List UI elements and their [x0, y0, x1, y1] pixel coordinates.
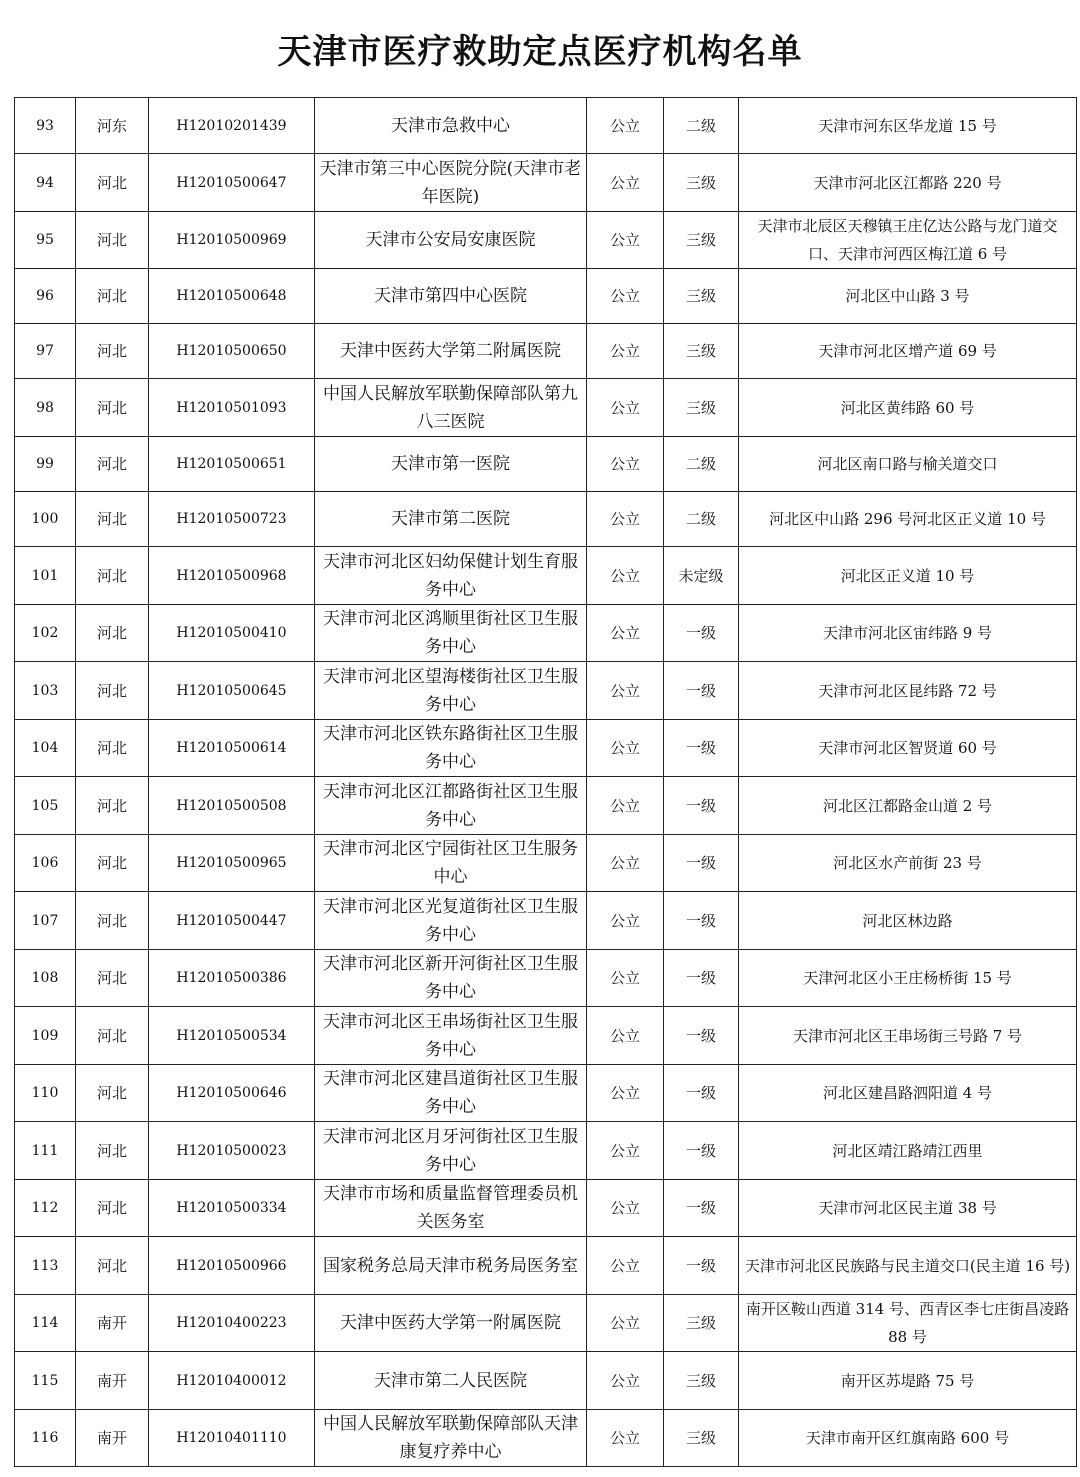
- hospital-level-cell: 一级: [664, 1180, 739, 1237]
- institution-name-cell: 天津市河北区妇幼保健计划生育服务中心: [315, 547, 587, 605]
- row-number: 109: [15, 1007, 76, 1065]
- table-row: [15, 1410, 1077, 1467]
- hospital-level-cell: 一级: [664, 1122, 739, 1180]
- address-cell: 河北区林边路: [739, 892, 1077, 950]
- address-cell: 南开区苏堤路 75 号: [739, 1352, 1077, 1410]
- institution-code-cell: H12010201439: [149, 98, 315, 154]
- table-row: [15, 1007, 1077, 1065]
- institution-name-cell: 天津市第三中心医院分院(天津市老年医院): [315, 154, 587, 212]
- ownership-type-cell: 公立: [587, 605, 664, 662]
- district-cell: 南开: [76, 1295, 149, 1352]
- ownership-type-cell: 公立: [587, 212, 664, 269]
- institution-name-cell: 天津市市场和质量监督管理委员机关医务室: [315, 1180, 587, 1237]
- row-number: 99: [15, 437, 76, 492]
- hospital-level-cell: 一级: [664, 777, 739, 835]
- institution-name-cell: 天津市急救中心: [315, 98, 587, 154]
- hospital-level-cell: 一级: [664, 1065, 739, 1122]
- row-number: 101: [15, 547, 76, 605]
- district-cell: 河北: [76, 212, 149, 269]
- table-row: [15, 1295, 1077, 1352]
- ownership-type-cell: 公立: [587, 98, 664, 154]
- hospital-level-cell: 一级: [664, 720, 739, 777]
- institution-name-cell: 天津市河北区铁东路街社区卫生服务中心: [315, 720, 587, 777]
- district-cell: 河北: [76, 547, 149, 605]
- address-cell: 天津市河北区昆纬路 72 号: [739, 662, 1077, 720]
- table-row: [15, 1122, 1077, 1180]
- row-number: 96: [15, 269, 76, 324]
- district-cell: 河北: [76, 492, 149, 547]
- table-row: [15, 605, 1077, 662]
- row-number: 106: [15, 835, 76, 892]
- hospital-level-cell: 三级: [664, 212, 739, 269]
- ownership-type-cell: 公立: [587, 1237, 664, 1295]
- district-cell: 河北: [76, 662, 149, 720]
- hospital-level-cell: 三级: [664, 379, 739, 437]
- row-number: 94: [15, 154, 76, 212]
- institution-code-cell: H12010500386: [149, 950, 315, 1007]
- address-cell: 河北区南口路与榆关道交口: [739, 437, 1077, 492]
- table-body: [15, 98, 1077, 1467]
- ownership-type-cell: 公立: [587, 1295, 664, 1352]
- district-cell: 南开: [76, 1410, 149, 1467]
- hospital-level-cell: 二级: [664, 437, 739, 492]
- ownership-type-cell: 公立: [587, 777, 664, 835]
- institution-code-cell: H12010500447: [149, 892, 315, 950]
- ownership-type-cell: 公立: [587, 835, 664, 892]
- institution-name-cell: 天津市河北区新开河街社区卫生服务中心: [315, 950, 587, 1007]
- ownership-type-cell: 公立: [587, 950, 664, 1007]
- institution-code-cell: H12010500508: [149, 777, 315, 835]
- institution-name-cell: 天津市河北区王串场街社区卫生服务中心: [315, 1007, 587, 1065]
- row-number: 113: [15, 1237, 76, 1295]
- district-cell: 河北: [76, 720, 149, 777]
- district-cell: 河东: [76, 98, 149, 154]
- ownership-type-cell: 公立: [587, 492, 664, 547]
- table-row: [15, 98, 1077, 154]
- table-row: [15, 379, 1077, 437]
- ownership-type-cell: 公立: [587, 1180, 664, 1237]
- institution-code-cell: H12010401110: [149, 1410, 315, 1467]
- table-row: [15, 1065, 1077, 1122]
- institution-code-cell: H12010500646: [149, 1065, 315, 1122]
- institution-name-cell: 国家税务总局天津市税务局医务室: [315, 1237, 587, 1295]
- hospital-level-cell: 一级: [664, 662, 739, 720]
- institution-code-cell: H12010501093: [149, 379, 315, 437]
- page-title: 天津市医疗救助定点医疗机构名单: [277, 32, 803, 72]
- institution-name-cell: 天津市河北区建昌道街社区卫生服务中心: [315, 1065, 587, 1122]
- hospital-level-cell: 一级: [664, 835, 739, 892]
- address-cell: 天津市河北区增产道 69 号: [739, 324, 1077, 379]
- institution-code-cell: H12010500410: [149, 605, 315, 662]
- hospital-level-cell: 一级: [664, 892, 739, 950]
- hospital-level-cell: 三级: [664, 154, 739, 212]
- district-cell: 河北: [76, 154, 149, 212]
- row-number: 116: [15, 1410, 76, 1467]
- ownership-type-cell: 公立: [587, 720, 664, 777]
- row-number: 105: [15, 777, 76, 835]
- institution-name-cell: 天津市河北区月牙河街社区卫生服务中心: [315, 1122, 587, 1180]
- address-cell: 河北区中山路 296 号河北区正义道 10 号: [739, 492, 1077, 547]
- ownership-type-cell: 公立: [587, 324, 664, 379]
- address-cell: 河北区江都路金山道 2 号: [739, 777, 1077, 835]
- institution-code-cell: H12010500966: [149, 1237, 315, 1295]
- institution-code-cell: H12010400012: [149, 1352, 315, 1410]
- table-row: [15, 492, 1077, 547]
- table-row: [15, 1180, 1077, 1237]
- row-number: 98: [15, 379, 76, 437]
- institution-code-cell: H12010500965: [149, 835, 315, 892]
- district-cell: 河北: [76, 1007, 149, 1065]
- table-row: [15, 269, 1077, 324]
- institution-name-cell: 天津市河北区望海楼街社区卫生服务中心: [315, 662, 587, 720]
- institution-name-cell: 中国人民解放军联勤保障部队第九八三医院: [315, 379, 587, 437]
- ownership-type-cell: 公立: [587, 1007, 664, 1065]
- address-cell: 河北区中山路 3 号: [739, 269, 1077, 324]
- hospital-level-cell: 一级: [664, 1007, 739, 1065]
- institution-code-cell: H12010500023: [149, 1122, 315, 1180]
- row-number: 107: [15, 892, 76, 950]
- ownership-type-cell: 公立: [587, 1065, 664, 1122]
- district-cell: 河北: [76, 269, 149, 324]
- address-cell: 天津市河北区智贤道 60 号: [739, 720, 1077, 777]
- table-row: [15, 720, 1077, 777]
- table-row: [15, 154, 1077, 212]
- institution-name-cell: 天津市河北区光复道街社区卫生服务中心: [315, 892, 587, 950]
- district-cell: 南开: [76, 1352, 149, 1410]
- ownership-type-cell: 公立: [587, 154, 664, 212]
- hospital-level-cell: 三级: [664, 1352, 739, 1410]
- address-cell: 河北区黄纬路 60 号: [739, 379, 1077, 437]
- table-row: [15, 892, 1077, 950]
- table-row: [15, 950, 1077, 1007]
- address-cell: 天津河北区小王庄杨桥街 15 号: [739, 950, 1077, 1007]
- address-cell: 天津市河东区华龙道 15 号: [739, 98, 1077, 154]
- row-number: 115: [15, 1352, 76, 1410]
- district-cell: 河北: [76, 777, 149, 835]
- ownership-type-cell: 公立: [587, 892, 664, 950]
- table-row: [15, 212, 1077, 269]
- district-cell: 河北: [76, 1180, 149, 1237]
- row-number: 102: [15, 605, 76, 662]
- row-number: 112: [15, 1180, 76, 1237]
- institution-code-cell: H12010500968: [149, 547, 315, 605]
- institution-name-cell: 天津中医药大学第二附属医院: [315, 324, 587, 379]
- hospital-level-cell: 一级: [664, 605, 739, 662]
- institution-code-cell: H12010500648: [149, 269, 315, 324]
- district-cell: 河北: [76, 892, 149, 950]
- ownership-type-cell: 公立: [587, 269, 664, 324]
- institution-code-cell: H12010500534: [149, 1007, 315, 1065]
- hospital-level-cell: 一级: [664, 950, 739, 1007]
- table-row: [15, 835, 1077, 892]
- hospital-level-cell: 一级: [664, 1237, 739, 1295]
- ownership-type-cell: 公立: [587, 662, 664, 720]
- address-cell: 天津市南开区红旗南路 600 号: [739, 1410, 1077, 1467]
- address-cell: 天津市河北区宙纬路 9 号: [739, 605, 1077, 662]
- address-cell: 河北区靖江路靖江西里: [739, 1122, 1077, 1180]
- row-number: 103: [15, 662, 76, 720]
- hospital-level-cell: 二级: [664, 492, 739, 547]
- institution-code-cell: H12010500334: [149, 1180, 315, 1237]
- institution-name-cell: 天津市第二人民医院: [315, 1352, 587, 1410]
- row-number: 108: [15, 950, 76, 1007]
- district-cell: 河北: [76, 605, 149, 662]
- institution-code-cell: H12010500614: [149, 720, 315, 777]
- institution-name-cell: 天津市第四中心医院: [315, 269, 587, 324]
- ownership-type-cell: 公立: [587, 1352, 664, 1410]
- institution-name-cell: 天津市公安局安康医院: [315, 212, 587, 269]
- district-cell: 河北: [76, 1237, 149, 1295]
- hospital-level-cell: 三级: [664, 1295, 739, 1352]
- institution-table: [14, 97, 1077, 1467]
- address-cell: 天津市河北区江都路 220 号: [739, 154, 1077, 212]
- table-row: [15, 662, 1077, 720]
- table-row: [15, 437, 1077, 492]
- institution-code-cell: H12010500650: [149, 324, 315, 379]
- ownership-type-cell: 公立: [587, 437, 664, 492]
- row-number: 100: [15, 492, 76, 547]
- institution-code-cell: H12010500647: [149, 154, 315, 212]
- institution-code-cell: H12010500723: [149, 492, 315, 547]
- hospital-level-cell: 二级: [664, 98, 739, 154]
- ownership-type-cell: 公立: [587, 1122, 664, 1180]
- row-number: 93: [15, 98, 76, 154]
- district-cell: 河北: [76, 1122, 149, 1180]
- institution-name-cell: 天津市河北区江都路街社区卫生服务中心: [315, 777, 587, 835]
- table-row: [15, 547, 1077, 605]
- institution-code-cell: H12010500645: [149, 662, 315, 720]
- district-cell: 河北: [76, 835, 149, 892]
- institution-name-cell: 天津中医药大学第一附属医院: [315, 1295, 587, 1352]
- address-cell: 天津市北辰区天穆镇王庄亿达公路与龙门道交口、天津市河西区梅江道 6 号: [739, 212, 1077, 269]
- row-number: 104: [15, 720, 76, 777]
- ownership-type-cell: 公立: [587, 547, 664, 605]
- row-number: 114: [15, 1295, 76, 1352]
- district-cell: 河北: [76, 379, 149, 437]
- address-cell: 河北区正义道 10 号: [739, 547, 1077, 605]
- row-number: 111: [15, 1122, 76, 1180]
- institution-name-cell: 天津市河北区宁园街社区卫生服务中心: [315, 835, 587, 892]
- table-row: [15, 777, 1077, 835]
- table-row: [15, 324, 1077, 379]
- address-cell: 天津市河北区民族路与民主道交口(民主道 16 号): [739, 1237, 1077, 1295]
- row-number: 97: [15, 324, 76, 379]
- table-row: [15, 1352, 1077, 1410]
- address-cell: 天津市河北区民主道 38 号: [739, 1180, 1077, 1237]
- row-number: 95: [15, 212, 76, 269]
- ownership-type-cell: 公立: [587, 379, 664, 437]
- hospital-level-cell: 三级: [664, 324, 739, 379]
- hospital-level-cell: 三级: [664, 1410, 739, 1467]
- district-cell: 河北: [76, 324, 149, 379]
- address-cell: 天津市河北区王串场街三号路 7 号: [739, 1007, 1077, 1065]
- institution-code-cell: H12010400223: [149, 1295, 315, 1352]
- hospital-level-cell: 未定级: [664, 547, 739, 605]
- table-row: [15, 1237, 1077, 1295]
- address-cell: 南开区鞍山西道 314 号、西青区李七庄街昌凌路 88 号: [739, 1295, 1077, 1352]
- institution-code-cell: H12010500969: [149, 212, 315, 269]
- institution-name-cell: 天津市第一医院: [315, 437, 587, 492]
- institution-name-cell: 中国人民解放军联勤保障部队天津康复疗养中心: [315, 1410, 587, 1467]
- institution-name-cell: 天津市河北区鸿顺里街社区卫生服务中心: [315, 605, 587, 662]
- address-cell: 河北区建昌路泗阳道 4 号: [739, 1065, 1077, 1122]
- institution-code-cell: H12010500651: [149, 437, 315, 492]
- hospital-level-cell: 三级: [664, 269, 739, 324]
- institution-name-cell: 天津市第二医院: [315, 492, 587, 547]
- address-cell: 河北区水产前街 23 号: [739, 835, 1077, 892]
- ownership-type-cell: 公立: [587, 1410, 664, 1467]
- district-cell: 河北: [76, 950, 149, 1007]
- row-number: 110: [15, 1065, 76, 1122]
- district-cell: 河北: [76, 1065, 149, 1122]
- district-cell: 河北: [76, 437, 149, 492]
